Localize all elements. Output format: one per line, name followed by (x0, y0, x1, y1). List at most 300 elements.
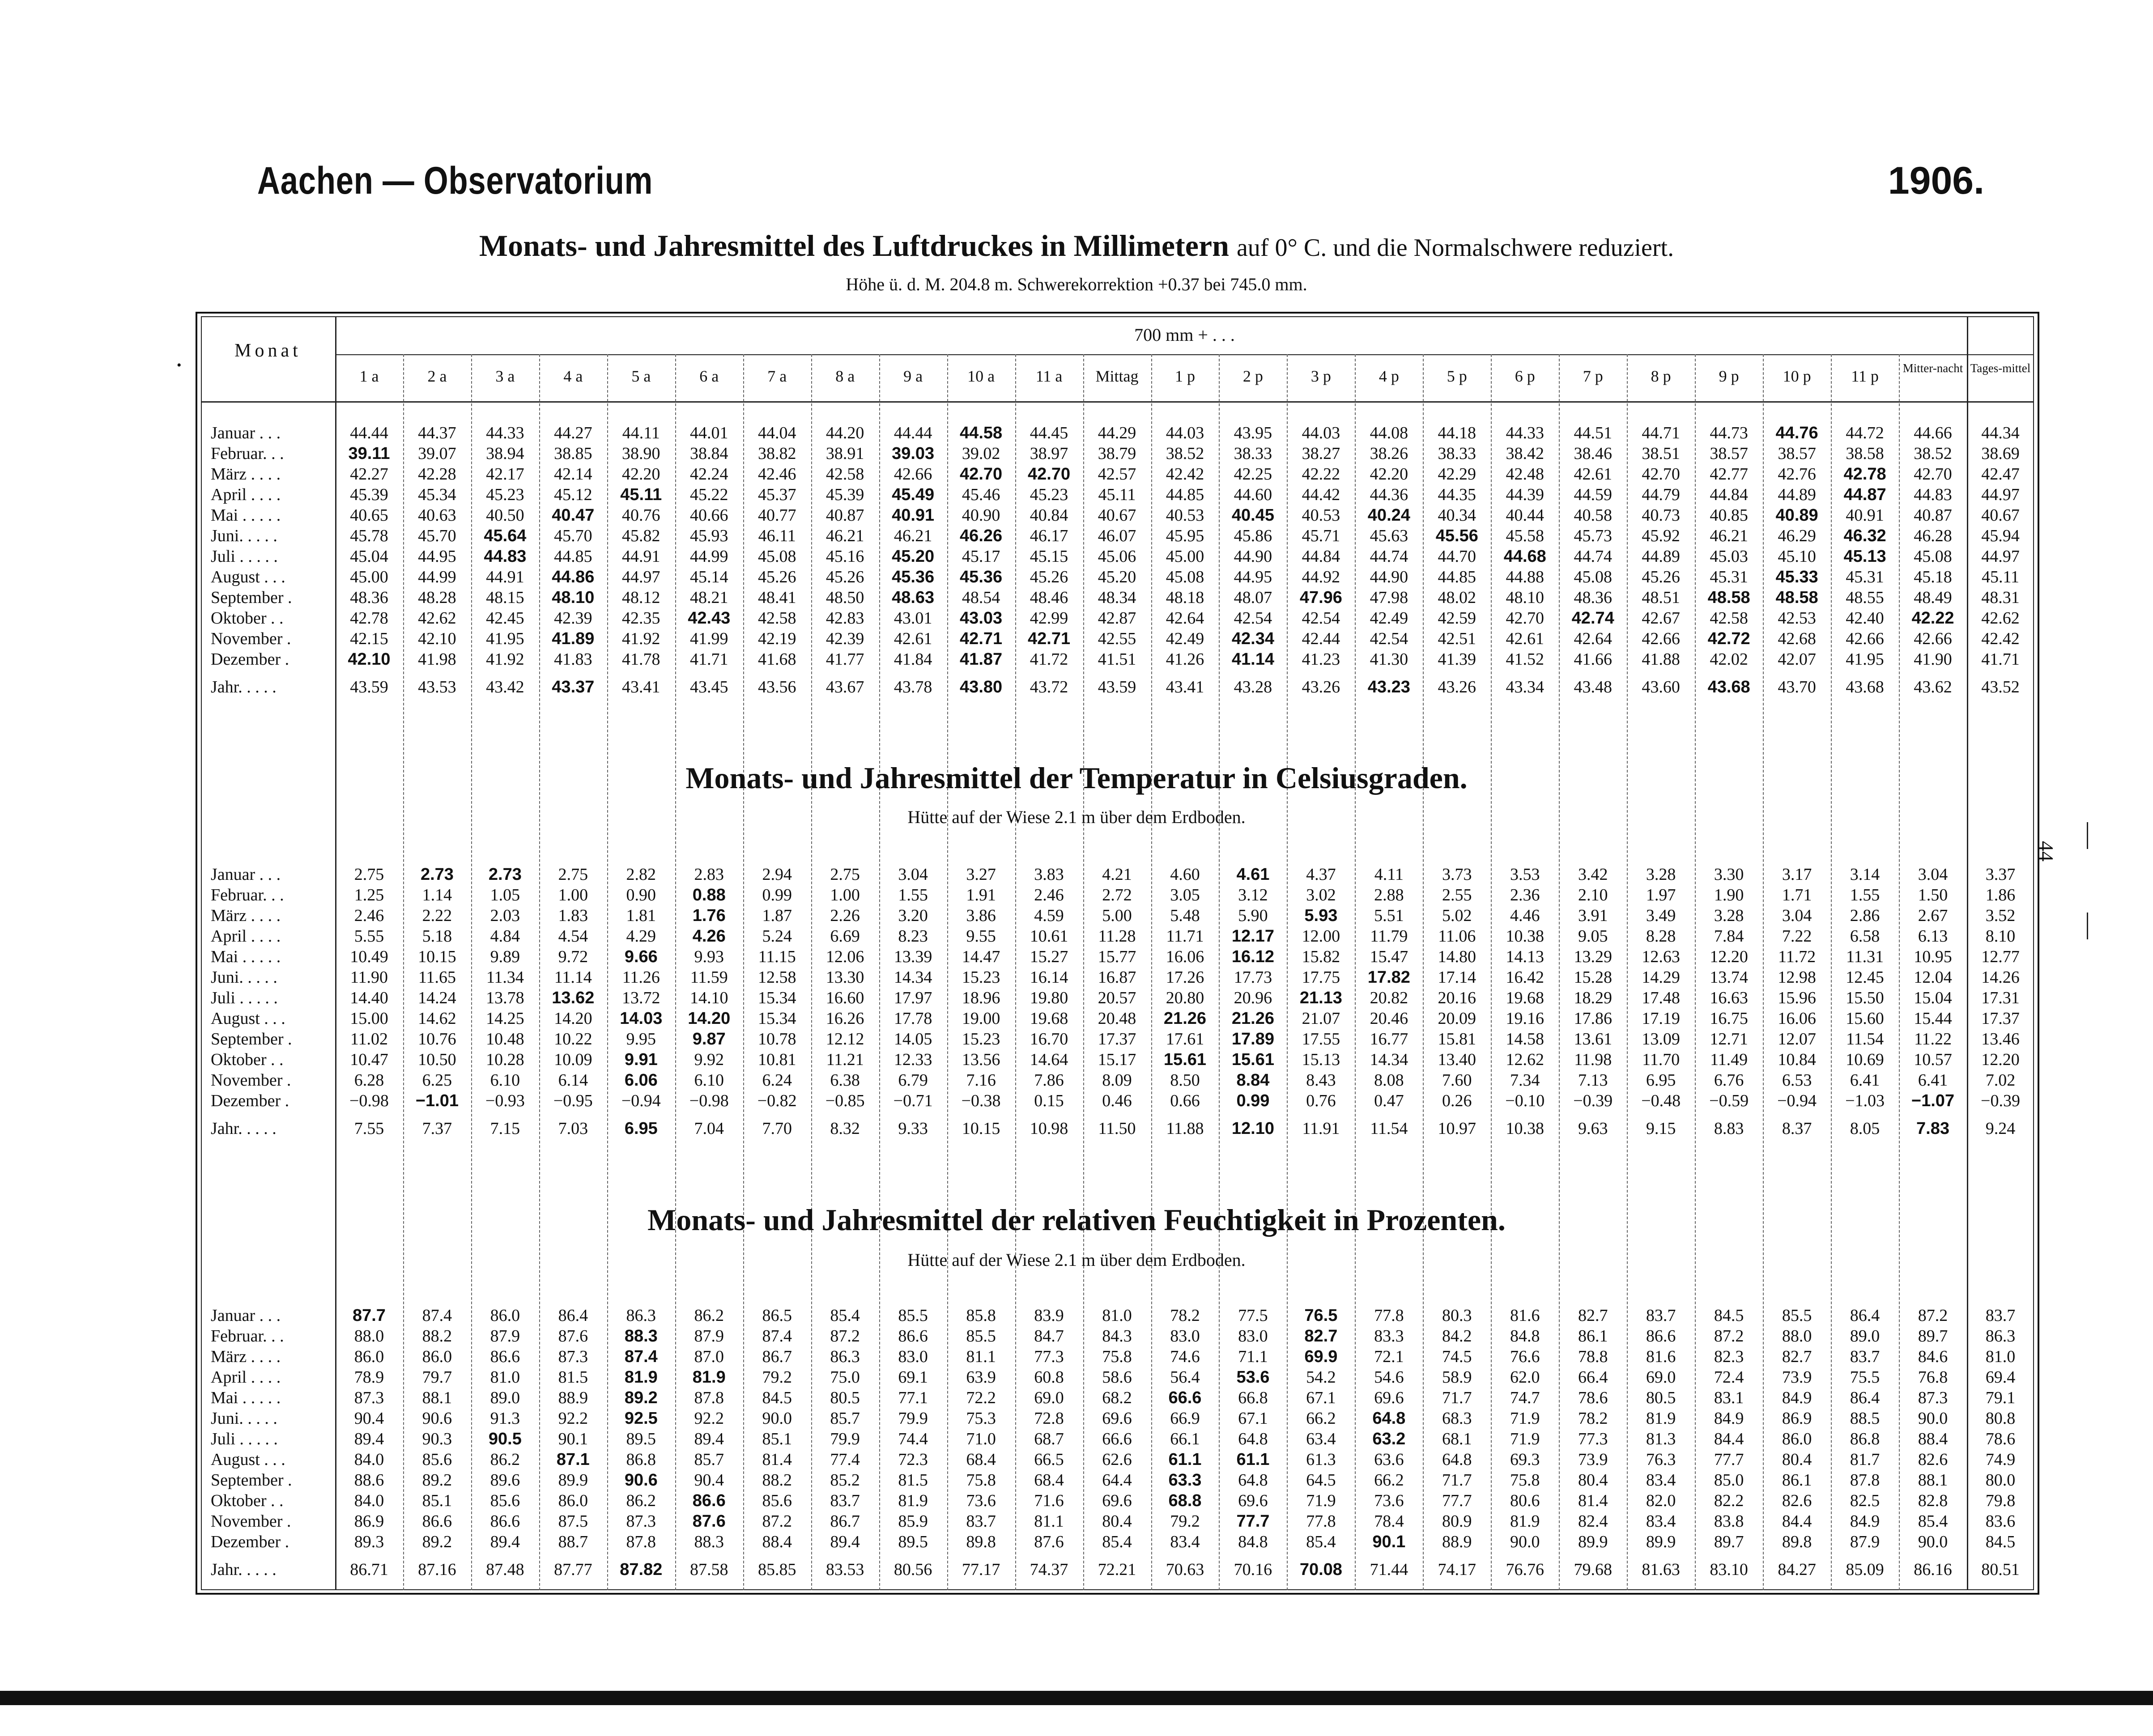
table-cell: 71.0 (966, 1430, 996, 1448)
table-cell: 42.61 (1506, 629, 1544, 648)
table-cell: 6.14 (558, 1071, 588, 1090)
table-cell: 42.76 (1778, 465, 1816, 484)
table-cell: 10.50 (418, 1050, 456, 1069)
table-cell: 44.95 (1234, 568, 1272, 586)
table-cell: 9.95 (626, 1030, 656, 1048)
table-cell: 86.1 (1782, 1471, 1812, 1490)
table-cell: 7.22 (1782, 927, 1812, 946)
table-cell: 75.5 (1850, 1368, 1880, 1387)
table-cell: 40.67 (1981, 506, 2020, 525)
table-cell: 71.9 (1510, 1409, 1540, 1428)
table-cell: 60.8 (1034, 1368, 1064, 1387)
table-cell: 41.92 (486, 650, 524, 669)
table-cell: 44.84 (1302, 547, 1340, 566)
table-cell: 79.8 (1985, 1491, 2016, 1510)
table-cell: 45.08 (1166, 568, 1204, 586)
table-cell: 81.9 (1510, 1512, 1540, 1531)
table-cell: 41.26 (1166, 650, 1204, 669)
table-cell: 0.99 (762, 886, 792, 904)
row-label-month: November . (211, 1071, 291, 1090)
table-cell: 42.39 (554, 609, 592, 628)
table-cell: 38.94 (486, 444, 524, 463)
table-cell: 44.04 (757, 424, 796, 442)
row-label-month: März . . . . (211, 1347, 281, 1366)
table-cell: 63.4 (1306, 1430, 1336, 1448)
table-cell: 17.73 (1234, 968, 1272, 987)
table-cell: 70.08 (1299, 1560, 1342, 1579)
table-cell: 74.6 (1170, 1347, 1200, 1366)
table-cell: 47.98 (1370, 588, 1408, 607)
table-cell: 48.12 (622, 588, 660, 607)
table-cell: 45.11 (1098, 485, 1136, 504)
table-cell: 45.37 (757, 485, 796, 504)
table-cell: 15.47 (1370, 947, 1408, 966)
table-cell: 85.0 (1714, 1471, 1744, 1490)
table-cell: 69.6 (1374, 1388, 1404, 1407)
table-cell: 16.26 (825, 1009, 864, 1028)
table-cell: 2.75 (354, 865, 384, 884)
row-label-month: Oktober . . (211, 1491, 284, 1510)
row-label-month: Oktober . . (211, 609, 284, 628)
table-cell: 78.2 (1170, 1306, 1200, 1325)
table-cell: 39.11 (348, 444, 390, 463)
table-cell: 43.26 (1438, 678, 1476, 696)
table-cell: 17.55 (1302, 1030, 1340, 1048)
table-cell: 14.26 (1981, 968, 2020, 987)
table-cell: 11.79 (1370, 927, 1408, 946)
table-cell: 83.9 (1034, 1306, 1064, 1325)
table-cell: 20.16 (1438, 989, 1476, 1007)
column-header-hour: Mitter-nacht (1902, 361, 1963, 375)
table-cell: 46.21 (894, 526, 932, 545)
table-cell: 83.7 (1646, 1306, 1676, 1325)
table-cell: 61.3 (1306, 1450, 1336, 1469)
table-cell: 0.66 (1170, 1091, 1200, 1110)
table-cell: 5.90 (1238, 906, 1268, 925)
table-cell: 6.41 (1850, 1071, 1880, 1090)
row-label-month: April . . . . (211, 1368, 281, 1387)
table-cell: 1.05 (490, 886, 520, 904)
table-cell: 44.88 (1506, 568, 1544, 586)
table-cell: −1.01 (415, 1091, 459, 1110)
table-cell: 38.42 (1506, 444, 1544, 463)
table-cell: 42.17 (486, 465, 524, 484)
table-cell: 42.49 (1166, 629, 1204, 648)
table-cell: 84.8 (1510, 1327, 1540, 1346)
table-cell: 72.2 (966, 1388, 996, 1407)
table-cell: 48.55 (1846, 588, 1884, 607)
table-row (201, 1429, 2034, 1449)
table-cell: 42.70 (960, 465, 1003, 484)
table-cell: 8.83 (1714, 1119, 1744, 1138)
table-row (201, 649, 2034, 670)
table-cell: 12.10 (1231, 1119, 1274, 1138)
column-header-hour: 9 a (903, 367, 923, 385)
table-cell: 54.6 (1374, 1368, 1404, 1387)
table-cell: 42.70 (1506, 609, 1544, 628)
table-cell: 44.60 (1234, 485, 1272, 504)
table-cell: 40.66 (690, 506, 728, 525)
table-cell: −0.39 (1981, 1091, 2020, 1110)
table-cell: 13.62 (552, 989, 595, 1007)
table-cell: 86.4 (558, 1306, 588, 1325)
table-cell: −0.93 (485, 1091, 525, 1110)
table-cell: 88.9 (558, 1388, 588, 1407)
table-cell: 21.07 (1302, 1009, 1340, 1028)
table-cell: 15.82 (1302, 947, 1340, 966)
table-cell: 20.82 (1370, 989, 1408, 1007)
table-cell: 13.30 (825, 968, 864, 987)
table-cell: 9.55 (966, 927, 996, 946)
table-cell: 46.11 (758, 526, 796, 545)
table-cell: 84.9 (1782, 1388, 1812, 1407)
table-cell: 44.39 (1506, 485, 1544, 504)
table-cell: 44.35 (1438, 485, 1476, 504)
column-header-hour: 2 p (1242, 367, 1263, 385)
table-cell: 12.20 (1710, 947, 1748, 966)
table-cell: 12.62 (1506, 1050, 1544, 1069)
table-cell: 42.46 (757, 465, 796, 484)
table-cell: 9.33 (898, 1119, 928, 1138)
table-cell: 71.7 (1442, 1471, 1472, 1490)
table-cell: 86.2 (490, 1450, 520, 1469)
table-cell: 44.71 (1642, 424, 1680, 442)
table-cell: 78.2 (1578, 1409, 1608, 1428)
table-cell: 8.10 (1985, 927, 2016, 946)
table-cell: 44.89 (1778, 485, 1816, 504)
table-cell: 8.05 (1850, 1119, 1880, 1138)
column-header-hour: 4 a (563, 367, 583, 385)
table-cell: 90.1 (1372, 1532, 1406, 1551)
table-cell: 39.03 (892, 444, 935, 463)
table-cell: 54.2 (1306, 1368, 1336, 1387)
table-cell: 41.72 (1030, 650, 1068, 669)
table-cell: 77.5 (1238, 1306, 1268, 1325)
table-cell: 42.42 (1166, 465, 1204, 484)
table-cell: 86.3 (830, 1347, 860, 1366)
table-cell: 72.1 (1374, 1347, 1404, 1366)
table-cell: 11.14 (554, 968, 592, 987)
table-cell: 15.34 (757, 1009, 796, 1028)
table-cell: 45.82 (622, 526, 660, 545)
table-cell: 82.2 (1714, 1491, 1744, 1510)
table-cell: 1.14 (422, 886, 452, 904)
table-cell: 2.75 (830, 865, 860, 884)
table-cell: 48.10 (552, 588, 595, 607)
column-header-unit: 700 mm + . . . (1134, 325, 1235, 345)
table-row (201, 885, 2034, 905)
table-cell: 62.0 (1510, 1368, 1540, 1387)
table-cell: 40.53 (1166, 506, 1204, 525)
table-cell: 12.63 (1642, 947, 1680, 966)
table-cell: 80.6 (1510, 1491, 1540, 1510)
side-page-number: 44 (2035, 841, 2058, 862)
table-cell: 44.74 (1370, 547, 1408, 566)
table-cell: 88.9 (1442, 1532, 1472, 1551)
table-cell: 44.36 (1370, 485, 1408, 504)
table-cell: 74.4 (898, 1430, 928, 1448)
table-cell: 88.7 (558, 1532, 588, 1551)
table-cell: −0.98 (349, 1091, 389, 1110)
table-cell: 44.51 (1574, 424, 1612, 442)
table-row (201, 1470, 2034, 1490)
row-label-month: Jahr. . . . . (211, 1560, 277, 1579)
table-cell: 12.33 (894, 1050, 932, 1069)
table-cell: 40.44 (1506, 506, 1544, 525)
table-cell: 70.63 (1166, 1560, 1204, 1579)
table-cell: 64.4 (1102, 1471, 1132, 1490)
table-cell: 42.71 (1028, 629, 1071, 648)
table-cell: 46.21 (825, 526, 864, 545)
row-label-month: Januar . . . (211, 1306, 281, 1325)
table-cell: 3.42 (1578, 865, 1608, 884)
table-cell: 85.6 (490, 1491, 520, 1510)
table-cell: 44.03 (1302, 424, 1340, 442)
table-cell: 2.22 (422, 906, 452, 925)
table-cell: 66.2 (1306, 1409, 1336, 1428)
table-cell: 63.6 (1374, 1450, 1404, 1469)
table-cell: 89.9 (1578, 1532, 1608, 1551)
table-cell: 89.8 (966, 1532, 996, 1551)
table-cell: 45.46 (962, 485, 1000, 504)
table-cell: 41.90 (1914, 650, 1952, 669)
table-cell: 85.9 (898, 1512, 928, 1531)
table-cell: 5.00 (1102, 906, 1132, 925)
table-cell: 48.07 (1234, 588, 1272, 607)
table-cell: 8.28 (1646, 927, 1676, 946)
table-cell: −1.03 (1845, 1091, 1885, 1110)
row-label-month: Februar. . . (211, 444, 284, 463)
table-cell: 42.58 (1710, 609, 1748, 628)
table-cell: 46.26 (960, 526, 1003, 545)
table-cell: 87.58 (690, 1560, 728, 1579)
table-cell: 42.40 (1846, 609, 1884, 628)
table-cell: −0.10 (1505, 1091, 1545, 1110)
table-cell: −1.07 (1911, 1091, 1955, 1110)
table-cell: 89.5 (898, 1532, 928, 1551)
column-header-monat: Monat (234, 340, 302, 361)
table-cell: 90.4 (694, 1471, 724, 1490)
table-cell: 58.6 (1102, 1368, 1132, 1387)
table-cell: 12.45 (1846, 968, 1884, 987)
table-cell: 41.52 (1506, 650, 1544, 669)
table-cell: 42.59 (1438, 609, 1476, 628)
table-cell: 45.56 (1435, 526, 1478, 545)
table-cell: 42.78 (350, 609, 388, 628)
page-header-year: 1906. (1888, 159, 1984, 202)
table-cell: 56.4 (1170, 1368, 1200, 1387)
table-cell: 71.7 (1442, 1388, 1472, 1407)
table-cell: 0.47 (1374, 1091, 1404, 1110)
table-cell: 44.11 (622, 424, 660, 442)
table-cell: 43.48 (1574, 678, 1612, 696)
table-cell: 86.7 (762, 1347, 792, 1366)
table-cell: 81.5 (558, 1368, 588, 1387)
table-cell: 13.74 (1710, 968, 1748, 987)
table-cell: 80.5 (1646, 1388, 1676, 1407)
table-cell: 43.70 (1778, 678, 1816, 696)
table-cell: 45.10 (1778, 547, 1816, 566)
table-cell: 9.15 (1646, 1119, 1676, 1138)
table-cell: 38.27 (1302, 444, 1340, 463)
table-cell: 48.31 (1981, 588, 2020, 607)
table-cell: 84.9 (1714, 1409, 1744, 1428)
table-cell: 6.95 (1646, 1071, 1676, 1090)
table-cell: 42.54 (1234, 609, 1272, 628)
table-cell: 77.8 (1306, 1512, 1336, 1531)
table-cell: 0.99 (1236, 1091, 1270, 1110)
table-cell: 87.9 (1850, 1532, 1880, 1551)
table-cell: 45.63 (1370, 526, 1408, 545)
table-cell: 79.1 (1985, 1388, 2016, 1407)
table-cell: 4.61 (1236, 865, 1270, 884)
section-title-humidity: Monats- und Jahresmittel der relativen Feuchtigkeit in Prozenten. (647, 1203, 1506, 1237)
table-cell: 41.71 (1981, 650, 2020, 669)
table-cell: 0.15 (1034, 1091, 1064, 1110)
table-cell: 44.27 (554, 424, 592, 442)
table-cell: 43.28 (1234, 678, 1272, 696)
table-cell: 86.2 (694, 1306, 724, 1325)
table-cell: 41.78 (622, 650, 660, 669)
table-cell: 3.37 (1985, 865, 2016, 884)
table-cell: 84.8 (1238, 1532, 1268, 1551)
table-cell: 20.80 (1166, 989, 1204, 1007)
table-cell: 45.18 (1914, 568, 1952, 586)
table-cell: 77.4 (830, 1450, 860, 1469)
table-cell: 45.36 (960, 568, 1003, 586)
table-cell: 44.45 (1030, 424, 1068, 442)
table-cell: 85.7 (830, 1409, 860, 1428)
table-cell: 42.28 (418, 465, 456, 484)
table-cell: 45.34 (418, 485, 456, 504)
table-cell: 3.83 (1034, 865, 1064, 884)
table-cell: 42.72 (1707, 629, 1750, 648)
table-cell: 8.09 (1102, 1071, 1132, 1090)
table-cell: 44.66 (1914, 424, 1952, 442)
table-cell: 42.51 (1438, 629, 1476, 648)
table-cell: 80.0 (1985, 1471, 2016, 1490)
table-cell: 83.1 (1714, 1388, 1744, 1407)
table-cell: 46.28 (1914, 526, 1952, 545)
column-header-hour: 9 p (1719, 367, 1739, 385)
table-cell: 48.18 (1166, 588, 1204, 607)
table-cell: 40.76 (622, 506, 660, 525)
table-cell: 9.91 (624, 1050, 658, 1069)
table-cell: 7.60 (1442, 1071, 1472, 1090)
table-cell: 45.31 (1710, 568, 1748, 586)
table-cell: 92.2 (558, 1409, 588, 1428)
table-cell: 2.73 (488, 865, 522, 884)
table-cell: 38.33 (1438, 444, 1476, 463)
table-cell: 90.6 (422, 1409, 452, 1428)
table-cell: 83.4 (1646, 1512, 1676, 1531)
table-cell: 4.46 (1510, 906, 1540, 925)
table-cell: 14.62 (418, 1009, 456, 1028)
table-cell: 87.4 (762, 1327, 792, 1346)
table-cell: 6.13 (1918, 927, 1948, 946)
table-cell: 6.24 (762, 1071, 792, 1090)
table-cell: 11.15 (758, 947, 796, 966)
table-cell: 44.99 (690, 547, 728, 566)
table-cell: 84.5 (762, 1388, 792, 1407)
table-cell: 20.96 (1234, 989, 1272, 1007)
table-cell: 85.4 (1102, 1532, 1132, 1551)
table-cell: 10.47 (350, 1050, 388, 1069)
table-row (201, 526, 2034, 546)
table-cell: 68.1 (1442, 1430, 1472, 1448)
table-cell: 42.67 (1642, 609, 1680, 628)
table-cell: 46.17 (1030, 526, 1068, 545)
table-cell: 5.55 (354, 927, 384, 946)
table-cell: −0.39 (1573, 1091, 1613, 1110)
table-cell: 12.04 (1914, 968, 1952, 987)
table-cell: 44.84 (1710, 485, 1748, 504)
table-cell: 45.73 (1574, 526, 1612, 545)
table-cell: 44.44 (894, 424, 932, 442)
table-cell: 64.8 (1372, 1409, 1406, 1428)
table-cell: 6.10 (490, 1071, 520, 1090)
table-cell: 45.94 (1981, 526, 2020, 545)
section-title-temperature: Monats- und Jahresmittel der Temperatur in Celsiusgraden. (685, 761, 1468, 795)
table-cell: 11.88 (1166, 1119, 1204, 1138)
table-cell: −0.98 (689, 1091, 729, 1110)
table-cell: 1.83 (558, 906, 588, 925)
table-cell: 44.74 (1574, 547, 1612, 566)
header-rule-bottom (201, 401, 2034, 403)
table-cell: 10.78 (757, 1030, 796, 1048)
table-cell: 48.46 (1030, 588, 1068, 607)
table-cell: 19.16 (1506, 1009, 1544, 1028)
table-cell: 17.37 (1098, 1030, 1136, 1048)
table-cell: 48.36 (350, 588, 388, 607)
table-cell: 76.8 (1918, 1368, 1948, 1387)
table-cell: 80.9 (1442, 1512, 1472, 1531)
table-cell: 45.39 (350, 485, 388, 504)
table-cell: 19.80 (1030, 989, 1068, 1007)
table-cell: 3.17 (1782, 865, 1812, 884)
table-cell: 83.0 (1170, 1327, 1200, 1346)
table-cell: 85.4 (1918, 1512, 1948, 1531)
table-cell: 69.1 (898, 1368, 928, 1387)
table-cell: 66.6 (1168, 1388, 1202, 1407)
table-cell: 87.0 (694, 1347, 724, 1366)
table-cell: 89.0 (490, 1388, 520, 1407)
table-row (201, 1305, 2034, 1326)
table-cell: 90.6 (624, 1471, 658, 1490)
table-cell: 2.75 (558, 865, 588, 884)
table-cell: 42.58 (757, 609, 796, 628)
table-cell: 78.6 (1578, 1388, 1608, 1407)
side-bar-top (2087, 822, 2088, 849)
table-cell: 42.54 (1302, 609, 1340, 628)
table-cell: 85.4 (830, 1306, 860, 1325)
table-cell: 11.91 (1302, 1119, 1340, 1138)
table-row (201, 587, 2034, 608)
table-row (201, 423, 2034, 443)
table-cell: 5.24 (762, 927, 792, 946)
table-cell: 12.00 (1302, 927, 1340, 946)
table-cell: 87.4 (422, 1306, 452, 1325)
table-cell: 89.7 (1714, 1532, 1744, 1551)
table-cell: 0.46 (1102, 1091, 1132, 1110)
table-cell: 74.9 (1985, 1450, 2016, 1469)
table-cell: 45.08 (1574, 568, 1612, 586)
table-cell: 40.84 (1030, 506, 1068, 525)
table-cell: 87.6 (1034, 1532, 1064, 1551)
table-cell: 66.1 (1170, 1430, 1200, 1448)
table-cell: 39.07 (418, 444, 456, 463)
table-cell: 75.0 (830, 1368, 860, 1387)
